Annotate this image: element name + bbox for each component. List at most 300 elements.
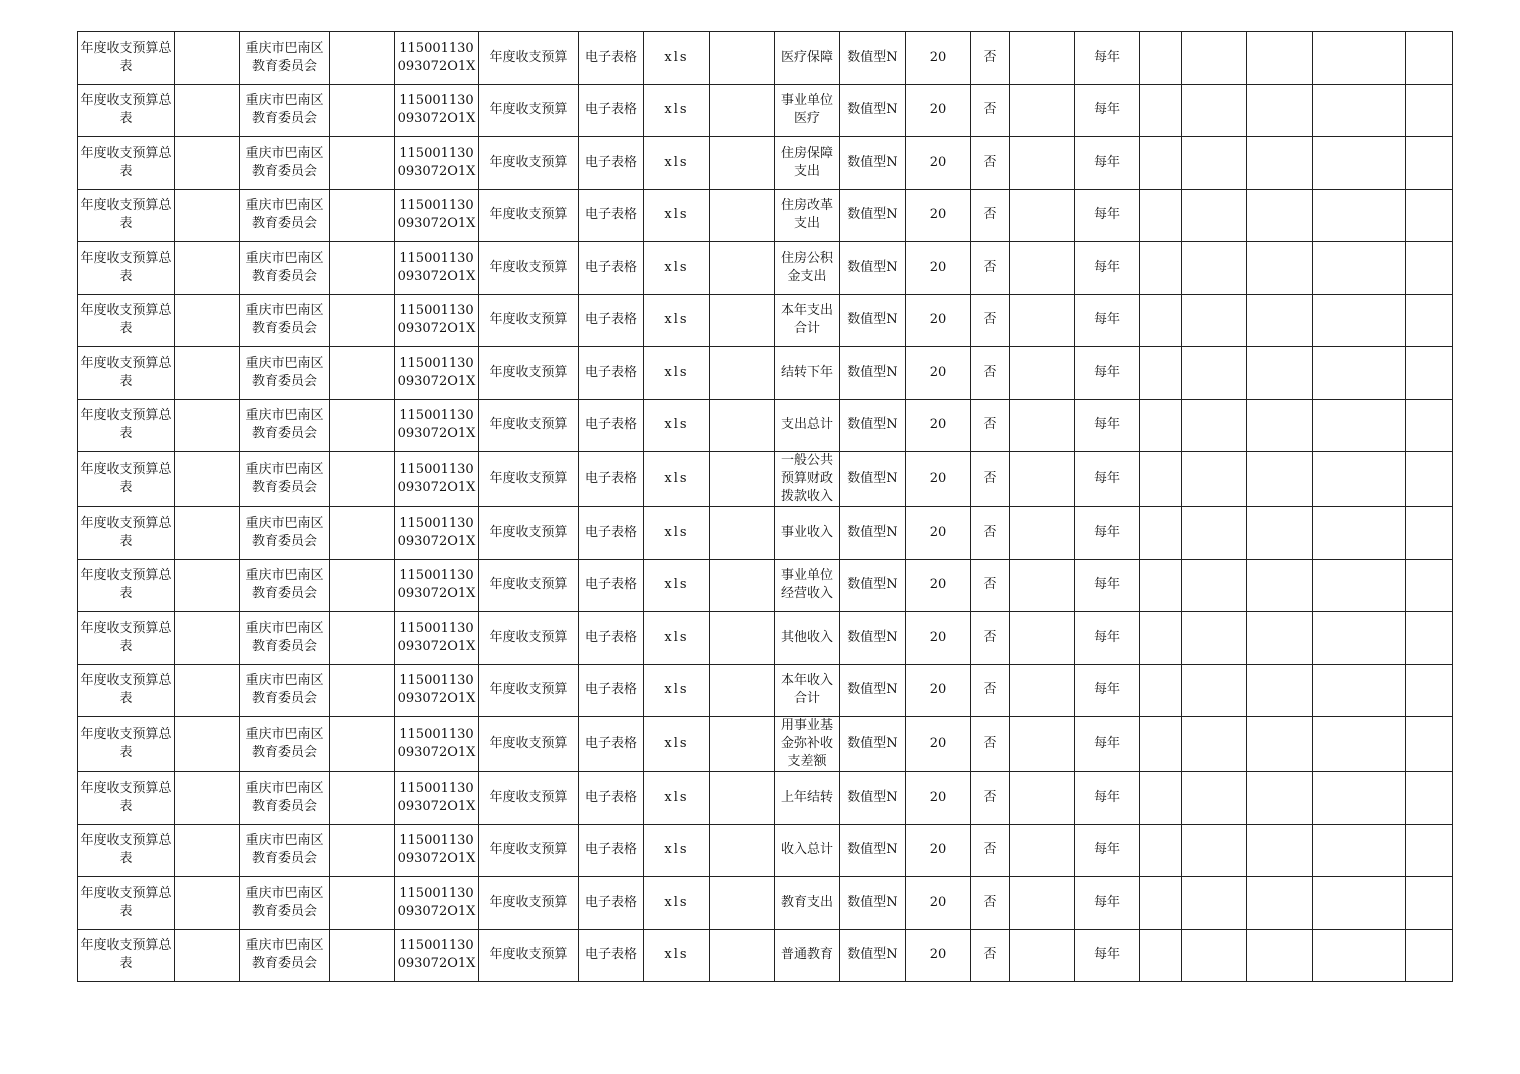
length-cell xyxy=(906,929,971,982)
empty-cell xyxy=(175,559,240,612)
format-cell xyxy=(579,32,644,85)
format-text: 电子表格 xyxy=(584,154,637,170)
resource-name-cell xyxy=(78,452,175,507)
required-text: 否 xyxy=(983,894,997,910)
table-row xyxy=(78,877,1453,930)
length-text: 20 xyxy=(929,789,947,805)
category-text: 年度收支预算 xyxy=(489,577,568,593)
data-type-text: 数值型N xyxy=(847,629,898,645)
category-cell xyxy=(479,717,579,772)
empty-cell xyxy=(1140,84,1182,137)
category-cell xyxy=(479,242,579,295)
department-text: 重庆市巴南区教育委员会 xyxy=(245,93,324,127)
empty-cell xyxy=(1313,32,1406,85)
required-text: 否 xyxy=(983,682,997,698)
extension-text: xls xyxy=(664,312,689,328)
update-cycle-cell xyxy=(1075,32,1140,85)
department-cell xyxy=(240,294,330,347)
empty-cell xyxy=(1247,452,1313,507)
table-row xyxy=(78,294,1453,347)
format-cell xyxy=(579,84,644,137)
length-text: 20 xyxy=(929,577,947,593)
empty-cell xyxy=(1182,242,1247,295)
table-row xyxy=(78,772,1453,825)
field-name-text: 一般公共预算财政拨款收入 xyxy=(780,453,833,504)
format-text: 电子表格 xyxy=(584,682,637,698)
extension-cell xyxy=(644,559,710,612)
update-cycle-text: 每年 xyxy=(1093,312,1120,328)
category-text: 年度收支预算 xyxy=(489,259,568,275)
length-cell xyxy=(906,877,971,930)
update-cycle-text: 每年 xyxy=(1093,524,1120,540)
format-cell xyxy=(579,824,644,877)
empty-cell xyxy=(1247,294,1313,347)
data-type-cell xyxy=(840,399,906,452)
extension-cell xyxy=(644,929,710,982)
required-text: 否 xyxy=(983,207,997,223)
org-code-text: 115001130093072O1X xyxy=(397,885,476,919)
extension-text: xls xyxy=(664,102,689,118)
empty-cell xyxy=(1313,399,1406,452)
category-cell xyxy=(479,32,579,85)
resource-name-cell xyxy=(78,929,175,982)
field-name-cell xyxy=(775,242,840,295)
update-cycle-text: 每年 xyxy=(1093,417,1120,433)
empty-cell xyxy=(1406,452,1453,507)
update-cycle-cell xyxy=(1075,824,1140,877)
empty-cell xyxy=(330,137,395,190)
data-type-cell xyxy=(840,772,906,825)
resource-name-cell xyxy=(78,137,175,190)
category-cell xyxy=(479,824,579,877)
empty-cell xyxy=(1182,612,1247,665)
data-type-text: 数值型N xyxy=(847,736,898,751)
empty-cell xyxy=(1247,717,1313,772)
format-cell xyxy=(579,137,644,190)
data-table xyxy=(77,31,1453,982)
field-name-cell xyxy=(775,664,840,717)
update-cycle-text: 每年 xyxy=(1093,842,1120,858)
format-cell xyxy=(579,189,644,242)
extension-cell xyxy=(644,772,710,825)
empty-cell xyxy=(1313,772,1406,825)
field-name-cell xyxy=(775,294,840,347)
update-cycle-cell xyxy=(1075,717,1140,772)
length-text: 20 xyxy=(929,947,947,963)
org-code-text: 115001130093072O1X xyxy=(397,408,476,442)
required-text: 否 xyxy=(983,417,997,433)
data-type-text: 数值型N xyxy=(847,842,898,858)
empty-cell xyxy=(1247,559,1313,612)
field-name-text: 事业单位医疗 xyxy=(780,93,833,127)
data-type-cell xyxy=(840,189,906,242)
data-type-cell xyxy=(840,664,906,717)
update-cycle-cell xyxy=(1075,507,1140,560)
length-cell xyxy=(906,84,971,137)
format-text: 电子表格 xyxy=(584,629,637,645)
empty-cell xyxy=(1247,612,1313,665)
empty-cell xyxy=(1247,189,1313,242)
category-text: 年度收支预算 xyxy=(489,49,568,65)
data-type-cell xyxy=(840,559,906,612)
extension-cell xyxy=(644,294,710,347)
resource-name-cell xyxy=(78,189,175,242)
extension-cell xyxy=(644,824,710,877)
extension-text: xls xyxy=(664,49,689,65)
org-code-cell xyxy=(395,294,479,347)
length-text: 20 xyxy=(929,842,947,858)
data-type-text: 数值型N xyxy=(847,259,898,275)
resource-name-text: 年度收支预算总表 xyxy=(80,408,172,442)
format-text: 电子表格 xyxy=(584,842,637,858)
table-row xyxy=(78,664,1453,717)
field-name-cell xyxy=(775,347,840,400)
empty-cell xyxy=(1247,824,1313,877)
resource-name-text: 年度收支预算总表 xyxy=(80,250,172,284)
empty-cell xyxy=(330,772,395,825)
category-cell xyxy=(479,189,579,242)
empty-cell xyxy=(1247,347,1313,400)
field-name-cell xyxy=(775,559,840,612)
length-text: 20 xyxy=(929,629,947,645)
resource-name-text: 年度收支预算总表 xyxy=(80,462,172,495)
empty-cell xyxy=(1313,612,1406,665)
org-code-cell xyxy=(395,559,479,612)
category-cell xyxy=(479,347,579,400)
empty-cell xyxy=(1313,294,1406,347)
extension-cell xyxy=(644,137,710,190)
empty-cell xyxy=(330,399,395,452)
org-code-cell xyxy=(395,189,479,242)
empty-cell xyxy=(1313,929,1406,982)
update-cycle-cell xyxy=(1075,877,1140,930)
required-cell xyxy=(971,772,1010,825)
empty-cell xyxy=(1140,32,1182,85)
empty-cell xyxy=(1182,664,1247,717)
data-type-text: 数值型N xyxy=(847,312,898,328)
data-type-text: 数值型N xyxy=(847,207,898,223)
empty-cell xyxy=(330,929,395,982)
format-cell xyxy=(579,347,644,400)
field-name-text: 住房改革支出 xyxy=(780,198,833,232)
required-cell xyxy=(971,399,1010,452)
field-name-text: 医疗保障 xyxy=(780,49,833,65)
format-text: 电子表格 xyxy=(584,789,637,805)
empty-cell xyxy=(1247,772,1313,825)
empty-cell xyxy=(710,877,775,930)
department-text: 重庆市巴南区教育委员会 xyxy=(245,620,324,654)
empty-cell xyxy=(1010,242,1075,295)
org-code-text: 115001130093072O1X xyxy=(397,462,476,495)
category-text: 年度收支预算 xyxy=(489,947,568,963)
resource-name-cell xyxy=(78,824,175,877)
field-name-text: 教育支出 xyxy=(780,894,833,910)
required-cell xyxy=(971,929,1010,982)
field-name-cell xyxy=(775,612,840,665)
empty-cell xyxy=(175,664,240,717)
format-text: 电子表格 xyxy=(584,364,637,380)
empty-cell xyxy=(710,242,775,295)
extension-text: xls xyxy=(664,947,689,963)
field-name-cell xyxy=(775,189,840,242)
data-type-cell xyxy=(840,929,906,982)
empty-cell xyxy=(175,347,240,400)
empty-cell xyxy=(1182,399,1247,452)
format-text: 电子表格 xyxy=(584,736,637,751)
field-name-text: 本年支出合计 xyxy=(780,303,833,337)
resource-name-cell xyxy=(78,32,175,85)
required-text: 否 xyxy=(983,49,997,65)
empty-cell xyxy=(175,84,240,137)
required-cell xyxy=(971,717,1010,772)
update-cycle-text: 每年 xyxy=(1093,102,1120,118)
data-type-cell xyxy=(840,32,906,85)
resource-name-cell xyxy=(78,347,175,400)
field-name-cell xyxy=(775,717,840,772)
empty-cell xyxy=(1140,507,1182,560)
data-type-cell xyxy=(840,824,906,877)
empty-cell xyxy=(1182,929,1247,982)
length-text: 20 xyxy=(929,894,947,910)
empty-cell xyxy=(1406,772,1453,825)
empty-cell xyxy=(1010,772,1075,825)
required-cell xyxy=(971,32,1010,85)
required-cell xyxy=(971,559,1010,612)
required-text: 否 xyxy=(983,629,997,645)
format-cell xyxy=(579,929,644,982)
field-name-text: 本年收入合计 xyxy=(780,673,833,707)
empty-cell xyxy=(710,32,775,85)
required-cell xyxy=(971,294,1010,347)
empty-cell xyxy=(1182,717,1247,772)
empty-cell xyxy=(330,242,395,295)
department-text: 重庆市巴南区教育委员会 xyxy=(245,673,324,707)
required-cell xyxy=(971,507,1010,560)
org-code-cell xyxy=(395,664,479,717)
length-cell xyxy=(906,452,971,507)
empty-cell xyxy=(1010,189,1075,242)
resource-name-text: 年度收支预算总表 xyxy=(80,355,172,389)
extension-text: xls xyxy=(664,629,689,645)
empty-cell xyxy=(1313,717,1406,772)
length-text: 20 xyxy=(929,736,947,751)
org-code-cell xyxy=(395,877,479,930)
extension-cell xyxy=(644,32,710,85)
empty-cell xyxy=(1406,507,1453,560)
required-cell xyxy=(971,877,1010,930)
update-cycle-text: 每年 xyxy=(1093,364,1120,380)
format-cell xyxy=(579,664,644,717)
empty-cell xyxy=(175,824,240,877)
empty-cell xyxy=(1182,772,1247,825)
extension-cell xyxy=(644,612,710,665)
format-cell xyxy=(579,559,644,612)
update-cycle-text: 每年 xyxy=(1093,894,1120,910)
empty-cell xyxy=(330,32,395,85)
update-cycle-cell xyxy=(1075,399,1140,452)
data-type-text: 数值型N xyxy=(847,894,898,910)
extension-cell xyxy=(644,242,710,295)
format-text: 电子表格 xyxy=(584,894,637,910)
resource-name-cell xyxy=(78,772,175,825)
category-cell xyxy=(479,664,579,717)
empty-cell xyxy=(1313,137,1406,190)
org-code-cell xyxy=(395,137,479,190)
data-type-cell xyxy=(840,877,906,930)
extension-text: xls xyxy=(664,682,689,698)
required-cell xyxy=(971,664,1010,717)
extension-cell xyxy=(644,717,710,772)
org-code-cell xyxy=(395,347,479,400)
update-cycle-cell xyxy=(1075,559,1140,612)
empty-cell xyxy=(1010,664,1075,717)
department-cell xyxy=(240,347,330,400)
empty-cell xyxy=(330,189,395,242)
extension-text: xls xyxy=(664,736,689,751)
empty-cell xyxy=(330,347,395,400)
empty-cell xyxy=(710,84,775,137)
empty-cell xyxy=(1313,559,1406,612)
update-cycle-cell xyxy=(1075,242,1140,295)
empty-cell xyxy=(1247,664,1313,717)
org-code-cell xyxy=(395,399,479,452)
update-cycle-cell xyxy=(1075,137,1140,190)
empty-cell xyxy=(1406,877,1453,930)
empty-cell xyxy=(330,717,395,772)
length-cell xyxy=(906,189,971,242)
table-row xyxy=(78,32,1453,85)
table-row xyxy=(78,612,1453,665)
format-cell xyxy=(579,294,644,347)
org-code-cell xyxy=(395,507,479,560)
org-code-text: 115001130093072O1X xyxy=(397,620,476,654)
empty-cell xyxy=(1247,507,1313,560)
empty-cell xyxy=(175,32,240,85)
org-code-text: 115001130093072O1X xyxy=(397,250,476,284)
empty-cell xyxy=(1010,717,1075,772)
department-cell xyxy=(240,929,330,982)
format-cell xyxy=(579,242,644,295)
empty-cell xyxy=(1182,507,1247,560)
format-cell xyxy=(579,612,644,665)
department-cell xyxy=(240,507,330,560)
length-text: 20 xyxy=(929,417,947,433)
format-text: 电子表格 xyxy=(584,417,637,433)
org-code-text: 115001130093072O1X xyxy=(397,40,476,74)
resource-name-text: 年度收支预算总表 xyxy=(80,303,172,337)
department-text: 重庆市巴南区教育委员会 xyxy=(245,198,324,232)
required-text: 否 xyxy=(983,259,997,275)
empty-cell xyxy=(1313,452,1406,507)
empty-cell xyxy=(1140,137,1182,190)
resource-name-text: 年度收支预算总表 xyxy=(80,727,172,760)
required-text: 否 xyxy=(983,364,997,380)
field-name-text: 上年结转 xyxy=(780,789,833,805)
table-body xyxy=(78,32,1453,982)
extension-cell xyxy=(644,664,710,717)
length-cell xyxy=(906,137,971,190)
length-cell xyxy=(906,664,971,717)
org-code-cell xyxy=(395,824,479,877)
empty-cell xyxy=(1313,189,1406,242)
department-cell xyxy=(240,32,330,85)
data-type-text: 数值型N xyxy=(847,364,898,380)
extension-text: xls xyxy=(664,842,689,858)
empty-cell xyxy=(710,824,775,877)
field-name-text: 用事业基金弥补收支差额 xyxy=(780,718,833,769)
department-text: 重庆市巴南区教育委员会 xyxy=(245,727,324,760)
data-type-cell xyxy=(840,507,906,560)
extension-text: xls xyxy=(664,154,689,170)
required-cell xyxy=(971,824,1010,877)
field-name-cell xyxy=(775,32,840,85)
format-text: 电子表格 xyxy=(584,524,637,540)
length-cell xyxy=(906,294,971,347)
resource-name-cell xyxy=(78,612,175,665)
length-text: 20 xyxy=(929,312,947,328)
empty-cell xyxy=(1406,347,1453,400)
format-cell xyxy=(579,452,644,507)
length-text: 20 xyxy=(929,49,947,65)
field-name-text: 支出总计 xyxy=(780,417,833,433)
org-code-cell xyxy=(395,612,479,665)
org-code-cell xyxy=(395,772,479,825)
extension-text: xls xyxy=(664,259,689,275)
table-row xyxy=(78,507,1453,560)
field-name-cell xyxy=(775,824,840,877)
category-text: 年度收支预算 xyxy=(489,471,568,486)
department-text: 重庆市巴南区教育委员会 xyxy=(245,833,324,867)
category-cell xyxy=(479,929,579,982)
org-code-cell xyxy=(395,929,479,982)
data-type-text: 数值型N xyxy=(847,154,898,170)
org-code-text: 115001130093072O1X xyxy=(397,198,476,232)
extension-cell xyxy=(644,877,710,930)
empty-cell xyxy=(1182,84,1247,137)
required-cell xyxy=(971,84,1010,137)
update-cycle-text: 每年 xyxy=(1093,49,1120,65)
empty-cell xyxy=(1406,824,1453,877)
empty-cell xyxy=(710,664,775,717)
length-text: 20 xyxy=(929,102,947,118)
table-row xyxy=(78,824,1453,877)
org-code-text: 115001130093072O1X xyxy=(397,780,476,814)
empty-cell xyxy=(1140,189,1182,242)
update-cycle-cell xyxy=(1075,612,1140,665)
department-cell xyxy=(240,84,330,137)
update-cycle-text: 每年 xyxy=(1093,259,1120,275)
empty-cell xyxy=(710,929,775,982)
category-cell xyxy=(479,452,579,507)
data-type-cell xyxy=(840,612,906,665)
empty-cell xyxy=(175,242,240,295)
empty-cell xyxy=(175,612,240,665)
empty-cell xyxy=(1010,824,1075,877)
empty-cell xyxy=(1406,32,1453,85)
length-cell xyxy=(906,32,971,85)
field-name-cell xyxy=(775,929,840,982)
data-type-text: 数值型N xyxy=(847,577,898,593)
length-cell xyxy=(906,717,971,772)
empty-cell xyxy=(175,507,240,560)
update-cycle-cell xyxy=(1075,664,1140,717)
empty-cell xyxy=(1313,877,1406,930)
resource-name-cell xyxy=(78,242,175,295)
format-cell xyxy=(579,717,644,772)
department-cell xyxy=(240,189,330,242)
format-text: 电子表格 xyxy=(584,577,637,593)
category-cell xyxy=(479,399,579,452)
